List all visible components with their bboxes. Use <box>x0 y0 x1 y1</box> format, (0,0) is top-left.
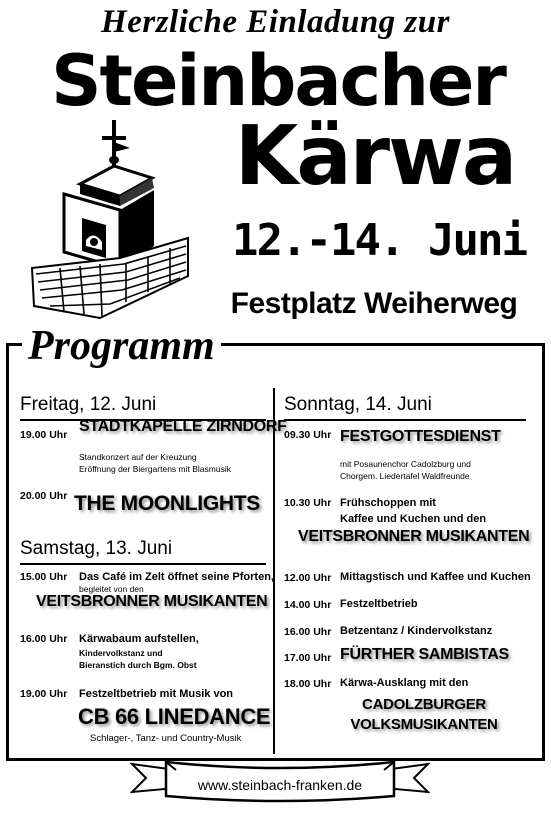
title-steinbacher: Steinbacher <box>51 40 505 122</box>
event-sat-1: Das Café im Zelt öffnet seine Pforten, <box>79 571 274 583</box>
act-veitsbronner-sun: VEITSBRONNER MUSIKANTEN <box>298 528 530 545</box>
act-fuerther-sambistas: FÜRTHER SAMBISTAS <box>340 646 509 663</box>
event-sun-4: Festzeltbetrieb <box>340 598 418 610</box>
act-cb66-linedance: CB 66 LINEDANCE <box>78 704 271 729</box>
act-festgottesdienst: FESTGOTTESDIENST <box>340 428 501 445</box>
day-heading-saturday: Samstag, 13. Juni <box>20 538 266 565</box>
desc-sun-1b: Chorgem. Liedertafel Waldfreunde <box>340 471 470 481</box>
event-sun-7: Kärwa-Ausklang mit den <box>340 677 469 689</box>
act-the-moonlights: THE MOONLIGHTS <box>74 492 260 515</box>
desc-sat-1: begleitet von den <box>79 584 144 594</box>
time-fri-2: 20.00 Uhr <box>20 490 68 502</box>
website-url: www.steinbach-franken.de <box>197 777 363 793</box>
invitation-line: Herzliche Einladung zur <box>101 4 450 40</box>
desc-fri-1a: Standkonzert auf der Kreuzung <box>79 452 197 462</box>
act-stadtkapelle-zirndorf: STADTKAPELLE ZIRNDORF <box>79 418 287 435</box>
time-sun-7: 18.00 Uhr <box>284 678 332 690</box>
time-sat-1: 15.00 Uhr <box>20 571 68 583</box>
time-sun-6: 17.00 Uhr <box>284 652 332 664</box>
event-sun-5: Betzentanz / Kindervolkstanz <box>340 625 493 637</box>
time-sat-3: 19.00 Uhr <box>20 688 68 700</box>
time-sun-1: 09.30 Uhr <box>284 429 332 441</box>
time-sun-5: 16.00 Uhr <box>284 626 332 638</box>
time-sun-4: 14.00 Uhr <box>284 599 332 611</box>
time-sun-3: 12.00 Uhr <box>284 572 332 584</box>
event-dates: 12.-14. Juni <box>232 215 526 266</box>
event-venue: Festplatz Weiherweg <box>230 287 518 320</box>
act-cadolzburger-2: VOLKSMUSIKANTEN <box>350 716 498 733</box>
event-sat-3: Festzeltbetrieb mit Musik von <box>79 688 234 700</box>
desc-sat-2a: Kindervolkstanz und <box>79 648 163 658</box>
desc-fri-1b: Eröffnung der Biergartens mit Blasmusik <box>79 464 231 474</box>
event-sun-2b: Kaffee und Kuchen und den <box>340 513 487 525</box>
time-sat-2: 16.00 Uhr <box>20 633 68 645</box>
event-sat-2: Kärwabaum aufstellen, <box>79 633 199 645</box>
day-heading-sunday: Sonntag, 14. Juni <box>284 394 526 421</box>
event-sun-3: Mittagstisch und Kaffee und Kuchen <box>340 571 531 583</box>
event-sun-2a: Frühschoppen mit <box>340 497 436 509</box>
program-heading: Programm <box>22 322 221 370</box>
desc-sun-1a: mit Posaunenchor Cadolzburg und <box>340 459 471 469</box>
time-sun-2: 10.30 Uhr <box>284 497 332 509</box>
day-heading-friday: Freitag, 12. Juni <box>20 394 266 421</box>
desc-sat-2b: Bieranstich durch Bgm. Obst <box>79 660 197 670</box>
time-fri-1: 19.00 Uhr <box>20 429 68 441</box>
note-sat-3: Schlager-, Tanz- und Country-Musik <box>90 733 242 744</box>
act-cadolzburger-1: CADOLZBURGER <box>362 696 486 713</box>
church-tower-icon <box>30 118 190 328</box>
act-veitsbronner-sat: VEITSBRONNER MUSIKANTEN <box>36 593 268 610</box>
title-kaerwa: Kärwa <box>234 109 516 204</box>
